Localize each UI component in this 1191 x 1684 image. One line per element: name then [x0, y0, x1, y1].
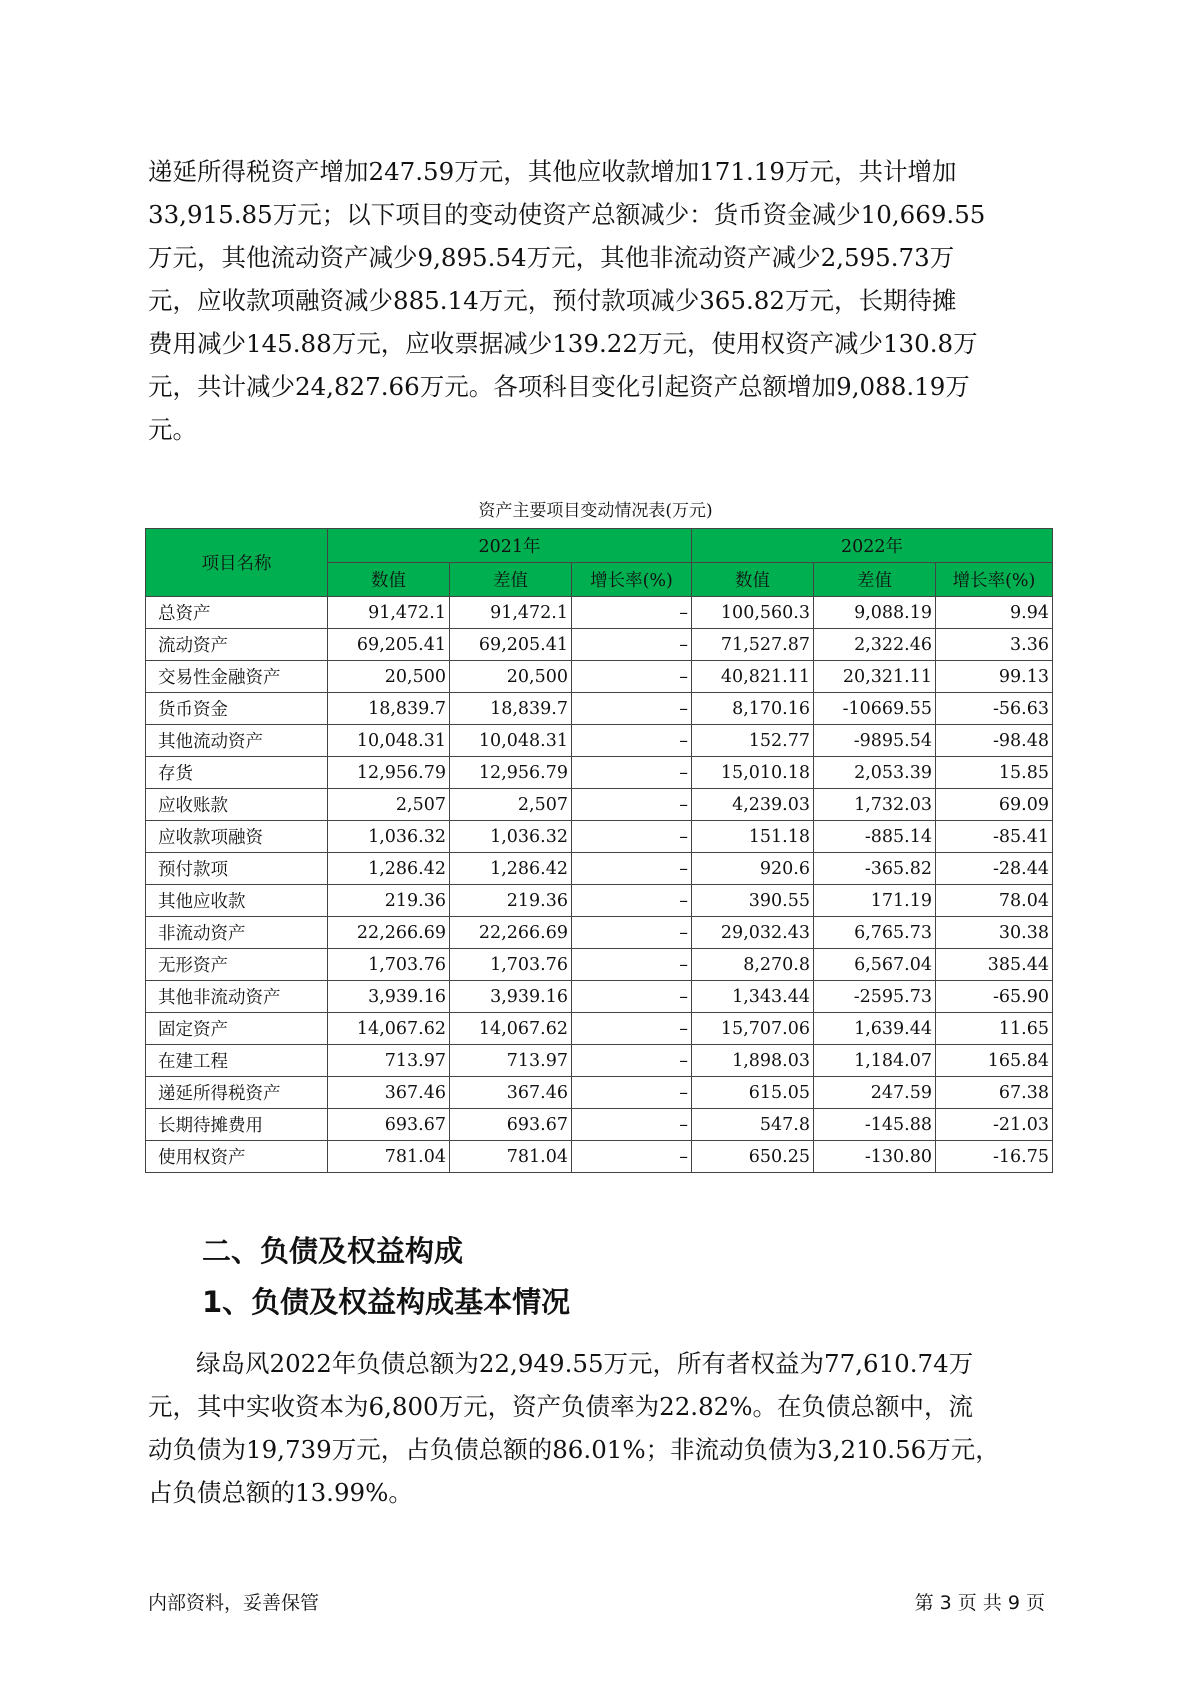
row-value-cell: –	[572, 821, 692, 853]
row-value-cell: –	[572, 757, 692, 789]
row-value-cell: 693.67	[328, 1109, 450, 1141]
table-row	[146, 629, 1053, 661]
table-row	[146, 1109, 1053, 1141]
table-row	[146, 1141, 1053, 1173]
row-value-cell: -65.90	[936, 981, 1053, 1013]
row-value-cell: –	[572, 885, 692, 917]
row-value-cell: 1,286.42	[328, 853, 450, 885]
row-value-cell: 2,507	[450, 789, 572, 821]
row-value-cell: 9,088.19	[814, 597, 936, 629]
row-value-cell: -9895.54	[814, 725, 936, 757]
row-value-cell: 6,567.04	[814, 949, 936, 981]
row-value-cell: 1,703.76	[328, 949, 450, 981]
row-value-cell: –	[572, 597, 692, 629]
row-value-cell: 165.84	[936, 1045, 1053, 1077]
row-value-cell: 91,472.1	[328, 597, 450, 629]
row-value-cell: 1,639.44	[814, 1013, 936, 1045]
row-value-cell: -98.48	[936, 725, 1053, 757]
row-value-cell: 14,067.62	[450, 1013, 572, 1045]
row-value-cell: 69,205.41	[450, 629, 572, 661]
row-value-cell: 1,286.42	[450, 853, 572, 885]
row-value-cell: 22,266.69	[450, 917, 572, 949]
table-row	[146, 917, 1053, 949]
row-value-cell: 920.6	[692, 853, 814, 885]
table-row	[146, 949, 1053, 981]
row-value-cell: 390.55	[692, 885, 814, 917]
row-value-cell: –	[572, 1013, 692, 1045]
table-row	[146, 693, 1053, 725]
row-value-cell: –	[572, 949, 692, 981]
paragraph-line: 元，应收款项融资减少885.14万元，预付款项减少365.82万元，长期待摊	[148, 286, 957, 315]
row-item-name: 在建工程	[146, 1045, 328, 1077]
asset-change-table	[145, 528, 1052, 1173]
row-value-cell: 781.04	[450, 1141, 572, 1173]
row-value-cell: 1,184.07	[814, 1045, 936, 1077]
paragraph-line: 元，其中实收资本为6,800万元，资产负债率为22.82%。在负债总额中，流	[148, 1392, 974, 1421]
row-value-cell: 4,239.03	[692, 789, 814, 821]
row-value-cell: 67.38	[936, 1077, 1053, 1109]
row-value-cell: 8,270.8	[692, 949, 814, 981]
row-value-cell: -21.03	[936, 1109, 1053, 1141]
row-value-cell: 71,527.87	[692, 629, 814, 661]
row-item-name: 存货	[146, 757, 328, 789]
row-item-name: 固定资产	[146, 1013, 328, 1045]
table-row	[146, 885, 1053, 917]
row-value-cell: -130.80	[814, 1141, 936, 1173]
row-value-cell: 30.38	[936, 917, 1053, 949]
row-value-cell: 171.19	[814, 885, 936, 917]
row-value-cell: 22,266.69	[328, 917, 450, 949]
paragraph-line: 费用减少145.88万元，应收票据减少139.22万元，使用权资产减少130.8万	[148, 329, 978, 358]
row-item-name: 无形资产	[146, 949, 328, 981]
row-item-name: 其他非流动资产	[146, 981, 328, 1013]
row-value-cell: 367.46	[450, 1077, 572, 1109]
table-row	[146, 821, 1053, 853]
row-value-cell: 18,839.7	[328, 693, 450, 725]
row-value-cell: 713.97	[328, 1045, 450, 1077]
row-value-cell: 385.44	[936, 949, 1053, 981]
table-row	[146, 725, 1053, 757]
header-growth-2021: 增长率(%)	[572, 563, 692, 597]
row-value-cell: 1,732.03	[814, 789, 936, 821]
row-value-cell: –	[572, 1109, 692, 1141]
intro-paragraph	[148, 150, 1048, 451]
row-item-name: 使用权资产	[146, 1141, 328, 1173]
row-value-cell: –	[572, 1045, 692, 1077]
row-value-cell: 1,036.32	[450, 821, 572, 853]
row-value-cell: -16.75	[936, 1141, 1053, 1173]
paragraph-line: 绿岛风2022年负债总额为22,949.55万元，所有者权益为77,610.74万	[196, 1349, 974, 1378]
row-value-cell: 247.59	[814, 1077, 936, 1109]
row-item-name: 应收账款	[146, 789, 328, 821]
row-item-name: 其他流动资产	[146, 725, 328, 757]
row-item-name: 预付款项	[146, 853, 328, 885]
row-item-name: 货币资金	[146, 693, 328, 725]
header-year-2021: 2021年	[328, 529, 692, 563]
table-row	[146, 597, 1053, 629]
header-growth-2022: 增长率(%)	[936, 563, 1053, 597]
row-value-cell: 29,032.43	[692, 917, 814, 949]
row-item-name: 其他应收款	[146, 885, 328, 917]
row-value-cell: 1,703.76	[450, 949, 572, 981]
footer-confidential-note: 内部资料，妥善保管	[148, 1592, 320, 1614]
row-value-cell: 20,500	[450, 661, 572, 693]
row-value-cell: 20,500	[328, 661, 450, 693]
row-value-cell: –	[572, 917, 692, 949]
row-value-cell: –	[572, 725, 692, 757]
table-row	[146, 1013, 1053, 1045]
row-value-cell: 3.36	[936, 629, 1053, 661]
row-value-cell: –	[572, 1141, 692, 1173]
row-value-cell: 15,707.06	[692, 1013, 814, 1045]
row-item-name: 总资产	[146, 597, 328, 629]
row-value-cell: 100,560.3	[692, 597, 814, 629]
row-value-cell: –	[572, 981, 692, 1013]
row-item-name: 交易性金融资产	[146, 661, 328, 693]
row-value-cell: –	[572, 789, 692, 821]
row-value-cell: -885.14	[814, 821, 936, 853]
row-value-cell: 2,507	[328, 789, 450, 821]
row-value-cell: 8,170.16	[692, 693, 814, 725]
table-row	[146, 1045, 1053, 1077]
row-value-cell: 78.04	[936, 885, 1053, 917]
row-value-cell: -10669.55	[814, 693, 936, 725]
row-value-cell: –	[572, 661, 692, 693]
subsection-heading: 1、负债及权益构成基本情况	[202, 1285, 571, 1319]
row-value-cell: 781.04	[328, 1141, 450, 1173]
table-body	[146, 597, 1053, 1173]
row-value-cell: 40,821.11	[692, 661, 814, 693]
row-value-cell: 3,939.16	[328, 981, 450, 1013]
row-value-cell: 99.13	[936, 661, 1053, 693]
row-value-cell: 14,067.62	[328, 1013, 450, 1045]
row-value-cell: 10,048.31	[328, 725, 450, 757]
paragraph-line: 占负债总额的13.99%。	[148, 1478, 413, 1507]
row-value-cell: -85.41	[936, 821, 1053, 853]
liability-paragraph	[148, 1342, 1048, 1514]
row-item-name: 应收款项融资	[146, 821, 328, 853]
row-value-cell: 219.36	[328, 885, 450, 917]
table-row	[146, 853, 1053, 885]
row-value-cell: 12,956.79	[450, 757, 572, 789]
row-value-cell: -2595.73	[814, 981, 936, 1013]
row-value-cell: –	[572, 693, 692, 725]
row-value-cell: -145.88	[814, 1109, 936, 1141]
row-value-cell: 18,839.7	[450, 693, 572, 725]
row-item-name: 递延所得税资产	[146, 1077, 328, 1109]
table-row	[146, 661, 1053, 693]
table-row	[146, 1077, 1053, 1109]
row-value-cell: 9.94	[936, 597, 1053, 629]
row-value-cell: 69.09	[936, 789, 1053, 821]
row-value-cell: 69,205.41	[328, 629, 450, 661]
paragraph-line: 动负债为19,739万元，占负债总额的86.01%；非流动负债为3,210.56万元，	[148, 1435, 1000, 1464]
section-heading: 二、负债及权益构成	[202, 1234, 464, 1268]
row-value-cell: 615.05	[692, 1077, 814, 1109]
header-diff-2021: 差值	[450, 563, 572, 597]
row-value-cell: 547.8	[692, 1109, 814, 1141]
row-value-cell: 151.18	[692, 821, 814, 853]
row-value-cell: 6,765.73	[814, 917, 936, 949]
paragraph-line: 万元，其他流动资产减少9,895.54万元，其他非流动资产减少2,595.73万	[148, 243, 955, 272]
row-value-cell: –	[572, 629, 692, 661]
table-caption: 资产主要项目变动情况表(万元)	[478, 501, 713, 521]
row-value-cell: -365.82	[814, 853, 936, 885]
row-value-cell: 10,048.31	[450, 725, 572, 757]
table-row	[146, 981, 1053, 1013]
row-value-cell: 367.46	[328, 1077, 450, 1109]
row-value-cell: 2,053.39	[814, 757, 936, 789]
header-value-2022: 数值	[692, 563, 814, 597]
table-row	[146, 757, 1053, 789]
row-value-cell: 1,036.32	[328, 821, 450, 853]
header-item-name: 项目名称	[146, 529, 328, 597]
row-value-cell: 3,939.16	[450, 981, 572, 1013]
row-value-cell: -28.44	[936, 853, 1053, 885]
row-value-cell: 650.25	[692, 1141, 814, 1173]
row-item-name: 长期待摊费用	[146, 1109, 328, 1141]
row-value-cell: 2,322.46	[814, 629, 936, 661]
header-value-2021: 数值	[328, 563, 450, 597]
row-value-cell: 219.36	[450, 885, 572, 917]
paragraph-line: 元。	[148, 415, 197, 444]
paragraph-line: 元，共计减少24,827.66万元。各项科目变化引起资产总额增加9,088.19万	[148, 372, 970, 401]
row-value-cell: 1,898.03	[692, 1045, 814, 1077]
row-value-cell: -56.63	[936, 693, 1053, 725]
paragraph-line: 33,915.85万元；以下项目的变动使资产总额减少：货币资金减少10,669.55	[148, 200, 986, 229]
header-diff-2022: 差值	[814, 563, 936, 597]
row-value-cell: 15.85	[936, 757, 1053, 789]
row-item-name: 流动资产	[146, 629, 328, 661]
row-item-name: 非流动资产	[146, 917, 328, 949]
row-value-cell: 20,321.11	[814, 661, 936, 693]
table-row	[146, 789, 1053, 821]
row-value-cell: 713.97	[450, 1045, 572, 1077]
header-year-2022: 2022年	[692, 529, 1053, 563]
row-value-cell: 91,472.1	[450, 597, 572, 629]
row-value-cell: 15,010.18	[692, 757, 814, 789]
footer-page-number: 第 3 页 共 9 页	[914, 1592, 1045, 1614]
paragraph-line: 递延所得税资产增加247.59万元，其他应收款增加171.19万元，共计增加	[148, 157, 957, 186]
row-value-cell: 1,343.44	[692, 981, 814, 1013]
row-value-cell: 693.67	[450, 1109, 572, 1141]
row-value-cell: –	[572, 853, 692, 885]
row-value-cell: 12,956.79	[328, 757, 450, 789]
row-value-cell: 11.65	[936, 1013, 1053, 1045]
row-value-cell: 152.77	[692, 725, 814, 757]
row-value-cell: –	[572, 1077, 692, 1109]
